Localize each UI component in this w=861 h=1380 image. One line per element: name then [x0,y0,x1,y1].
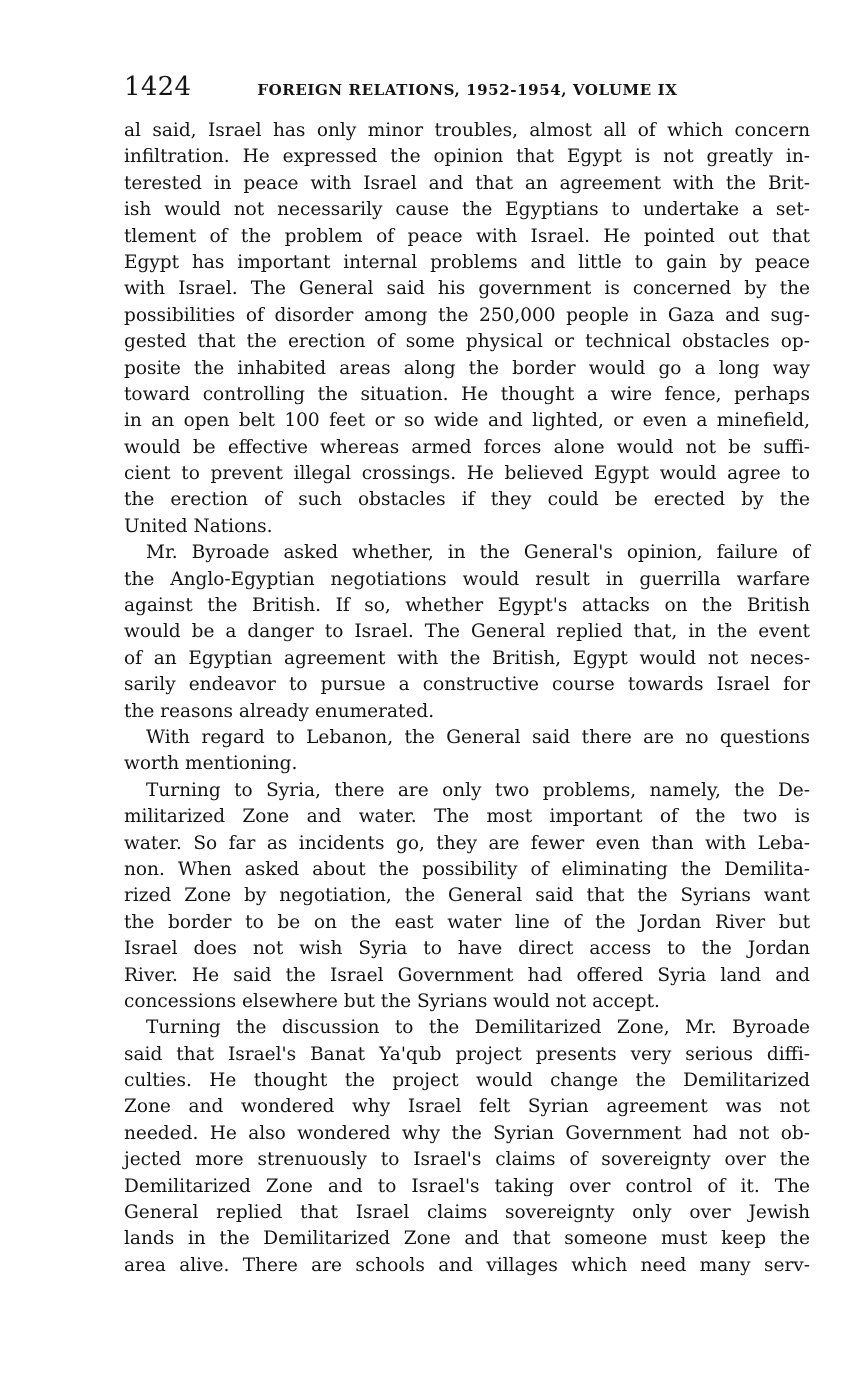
text-line: the border to be on the east water line of the Jordan River but [124,911,810,933]
text-line: tlement of the problem of peace with Israel. He pointed out that [124,225,810,247]
paragraph [124,725,810,778]
text-line: Demilitarized Zone and to Israel's taking over control of it. The [124,1175,810,1197]
text-line: against the British. If so, whether Egypt's attacks on the British [124,595,810,617]
text-line: area alive. There are schools and villages which need many serv- [124,1254,810,1276]
text-line: would be effective whereas armed forces alone would not be suffi- [124,436,810,458]
text-line: General replied that Israel claims sovereignty only over Jewish [124,1202,810,1224]
text-line: said that Israel's Banat Ya'qub project presents very serious diffi- [124,1043,810,1065]
text-line: Turning the discussion to the Demilitarized Zone, Mr. Byroade [146,1017,810,1039]
text-line: With regard to Lebanon, the General said there are no questions [146,726,810,748]
text-line: Mr. Byroade asked whether, in the General's opinion, failure of [146,542,810,564]
text-line: sarily endeavor to pursue a constructive course towards Israel for [124,674,810,696]
text-line: concessions elsewhere but the Syrians would not accept. [124,990,660,1012]
text-line: River. He said the Israel Government had offered Syria land and [124,964,810,986]
text-line: possibilities of disorder among the 250,000 people in Gaza and sug- [124,304,810,326]
text-line: gested that the erection of some physical or technical obstacles op- [124,331,810,353]
text-line: cient to prevent illegal crossings. He believed Egypt would agree to [124,463,810,485]
running-title: FOREIGN RELATIONS, 1952-1954, VOLUME IX [257,81,678,99]
page-header [124,72,814,112]
text-line: needed. He also wondered why the Syrian Government had not ob- [124,1122,810,1144]
paragraph [124,540,810,725]
text-line: of an Egyptian agreement with the British, Egypt would not neces- [124,647,810,669]
text-line: Zone and wondered why Israel felt Syrian agreement was not [124,1096,810,1118]
text-line: toward controlling the situation. He thought a wire fence, perhaps [124,383,810,405]
text-line: with Israel. The General said his government is concerned by the [124,278,810,300]
text-line: Turning to Syria, there are only two problems, namely, the De- [146,779,810,801]
text-line: the Anglo-Egyptian negotiations would result in guerrilla warfare [124,568,810,590]
text-line: non. When asked about the possibility of eliminating the Demilita- [124,858,810,880]
text-line: infiltration. He expressed the opinion that Egypt is not greatly in- [124,146,810,168]
text-line: the erection of such obstacles if they could be erected by the [124,489,810,511]
text-line: culties. He thought the project would change the Demilitarized [124,1070,810,1092]
paragraph [124,778,810,1016]
text-line: rized Zone by negotiation, the General said that the Syrians want [124,885,810,907]
text-line: in an open belt 100 feet or so wide and lighted, or even a minefield, [124,410,810,432]
page-number: 1424 [124,72,192,102]
text-line: lands in the Demilitarized Zone and that someone must keep the [124,1228,810,1250]
paragraph [124,1015,810,1279]
text-line: would be a danger to Israel. The General replied that, in the event [124,621,810,643]
text-line: worth mentioning. [124,753,298,775]
text-line: militarized Zone and water. The most important of the two is [124,806,810,828]
text-line: al said, Israel has only minor troubles, almost all of which concern [124,120,810,141]
text-line: posite the inhabited areas along the border would go a long way [124,357,810,379]
text-line: United Nations. [124,515,273,537]
text-line: Egypt has important internal problems and little to gain by peace [124,251,810,273]
text-line: terested in peace with Israel and that an agreement with the Brit- [124,172,810,194]
text-line: the reasons already enumerated. [124,700,435,722]
text-line: jected more strenuously to Israel's claims of sovereignty over the [124,1149,810,1171]
paragraph [124,118,810,540]
text-line: water. So far as incidents go, they are fewer even than with Leba- [124,832,810,854]
text-line: ish would not necessarily cause the Egyptians to undertake a set- [124,199,810,221]
text-line: Israel does not wish Syria to have direct access to the Jordan [124,938,810,960]
body-text [124,118,810,1279]
